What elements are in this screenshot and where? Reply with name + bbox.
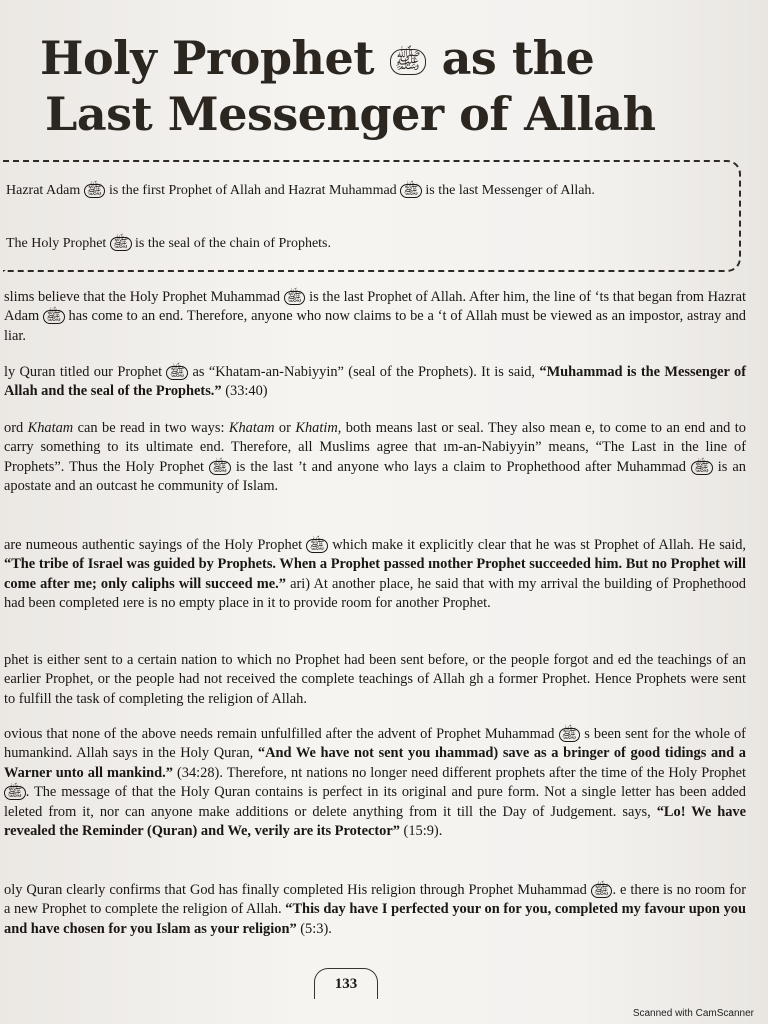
scanner-watermark: Scanned with CamScanner [632,1008,754,1019]
title-line1-end: as the [441,31,595,85]
paragraph-4: are numeous authentic sayings of the Holy Prophet ﷺ which make it explicitly clear that he was st Prophet of Allah. He said, “The tribe of Israel was guided by Prophets. When a Prophet passed ınother Prophet succeeded him. But no Prophet will come after me; only caliphs will succeed me.” ari) At another place, he said that with my arrival the building of Prophethood had been completed ıere is no empty place in it to provide room for another Prophet. [4,537,746,612]
quran-quote: “Lo! We have revealed the Reminder (Quran) and We, verily are its Protector” [4,803,746,840]
title-line2: Last Messenger of Allah [45,87,656,141]
pbuh-honorific-icon: ﷺ [559,728,581,742]
paragraph-6: ovious that none of the above needs remain unfulfilled after the advent of Prophet Muhammad ﷺ s been sent for the whole of humankind. Allah says in the Holy Quran, “And We have not sent you ıhammad) save as a bringer of good tidings and a Warner unto all mankind.” (34:28). Therefore, nt nations no longer need different prophets after the time of the Holy Prophet ﷺ . The message of that the Holy Quran contains is perfect in its original and pure form. Not a single letter has been added leleted from it, nor can anyone make additions or delete anything from it till the Day of Judgement. says, “Lo! We have revealed the Reminder (Quran) and We, verily are its Protector” (15:9). [4,726,746,840]
pbuh-honorific-icon: ﷺ [209,461,231,475]
paragraph-7: oly Quran clearly confirms that God has finally completed His religion through Prophet Muhammad ﷺ . e there is no room for a new Prophet to complete the religion of Allah. “This day have I perfected your on for you, completed my favour upon you and have chosen for you Islam as your religion” (5:3). [4,882,746,937]
pbuh-honorific-icon: ﷺ [691,461,713,475]
key-point-1: Hazrat Adam ﷺ is the first Prophet of Allah and Hazrat Muhammad ﷺ is the last Messenger of Allah. [6,182,595,198]
paragraph-2: ly Quran titled our Prophet ﷺ as “Khatam-an-Nabiyyin” (seal of the Prophets). It is said, “Muhammad is the Messenger of Allah and the seal of the Prophets.” (33:40) [4,364,746,400]
pbuh-honorific-icon: ﷺ [166,366,188,380]
pbuh-honorific-icon: ﷺ [284,291,306,305]
pbuh-honorific-icon: ﷺ [84,184,106,198]
quran-quote: “This day have I perfected your on for you, completed my favour upon you and have chosen for you Islam as your religion” [4,901,746,937]
pbuh-honorific-icon: ﷺ [110,237,132,251]
pbuh-honorific-icon: ﷺ [591,884,613,898]
pbuh-honorific-icon: ﷺ [43,310,65,324]
pbuh-honorific-icon: ﷺ [4,786,26,800]
pbuh-honorific-icon: ﷺ [400,184,422,198]
pbuh-honorific-icon: ﷺ [306,539,328,553]
key-point-2: The Holy Prophet ﷺ is the seal of the chain of Prophets. [6,235,331,251]
paragraph-3: ord Khatam can be read in two ways: Khatam or Khatim, both means last or seal. They also mean e, to come to an end and to carry something to its ultimate end. Therefore, all Muslims agree that ım-an-Nabiyyin” means, “The Last in the line of Prophets”. Thus the Holy Prophet ﷺ is the last ’t and anyone who lays a claim to Prophethood after Muhammad ﷺ is an apostate and an outcast he community of Islam. [4,420,746,495]
hadith-quote: “The tribe of Israel was guided by Prophets. When a Prophet passed ınother Prophet succeeded him. But no Prophet will come after me; only caliphs will succeed me.” [4,556,746,592]
pbuh-honorific-icon: ﷺ [390,49,427,75]
quran-quote: “And We have not sent you ıhammad) save as a bringer of good tidings and a Warner unto all mankind.” [4,745,746,781]
paragraph-5: phet is either sent to a certain nation to which no Prophet had been sent before, or the people forgot and ed the teachings of an earlier Prophet, or the people had not received the complete teachings of Allah gh a former Prophet. Hence Prophets were sent to fulfill the task of completing the religion of Allah. [4,652,746,707]
title-line1-start: Holy Prophet [40,31,374,85]
page-title [40,30,680,142]
quran-quote: “Muhammad is the Messenger of Allah and the seal of the Prophets.” [4,364,746,400]
page-number: 133 [314,968,378,999]
key-points-box [3,160,741,272]
paragraph-1: slims believe that the Holy Prophet Muhammad ﷺ is the last Prophet of Allah. After him, the line of ‘ts that began from Hazrat Adam ﷺ has come to an end. Therefore, anyone who now claims to be a ‘t of Allah must be viewed as an impostor, astray and liar. [4,289,746,344]
